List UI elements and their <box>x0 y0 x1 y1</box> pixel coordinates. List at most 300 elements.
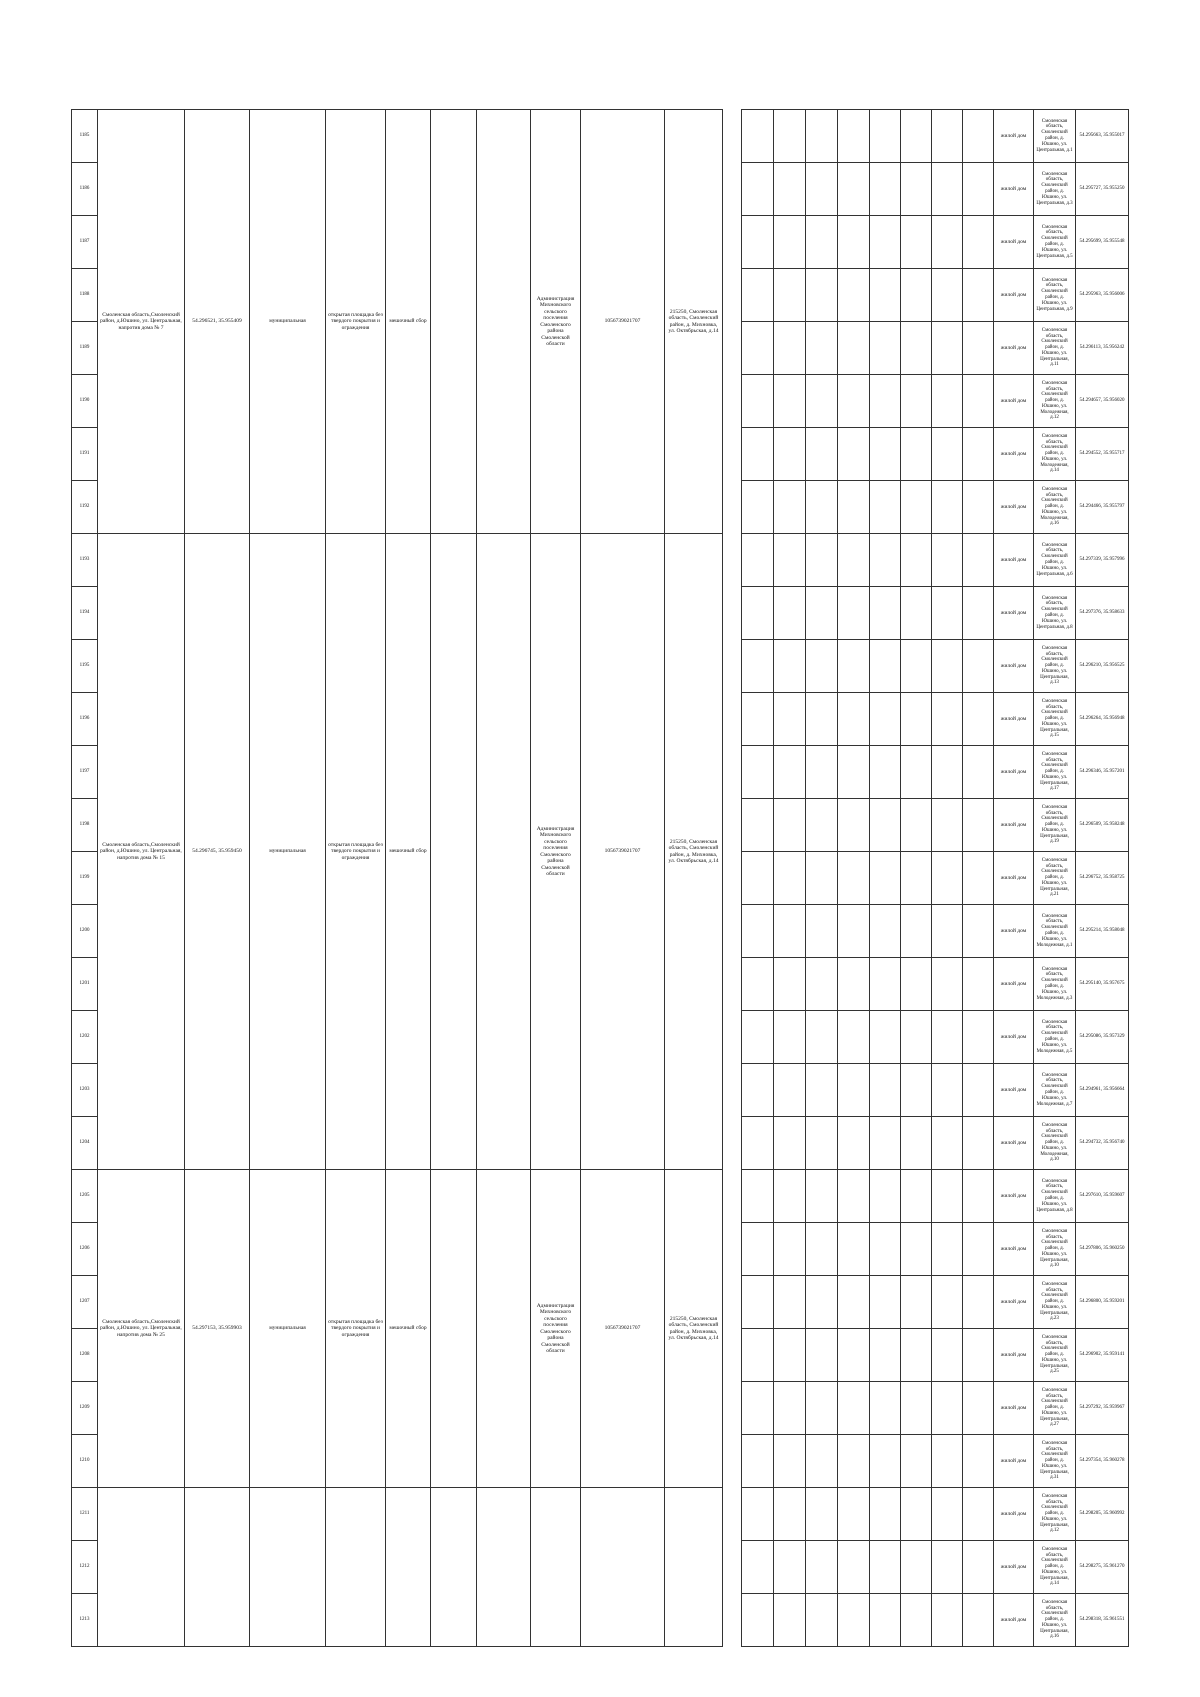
source-address: Смоленская область, Смоленский район, д. Юшино, ул. Центральная, д.17 <box>1034 746 1076 799</box>
empty-cell <box>838 693 870 746</box>
empty-cell <box>806 1435 838 1488</box>
source-coordinates: 54.295727, 35.955250 <box>1076 163 1129 216</box>
empty-cell <box>838 322 870 375</box>
empty-cell <box>963 1488 994 1541</box>
row-number: 1187 <box>72 216 98 269</box>
empty-cell <box>742 1594 774 1647</box>
row-number: 1197 <box>72 746 98 799</box>
group-site-type: муниципальная <box>250 1170 326 1488</box>
group-collection-type: мешочный сбор <box>386 110 431 534</box>
row-number: 1196 <box>72 693 98 746</box>
empty-cell <box>932 1064 963 1117</box>
source-address: Смоленская область, Смоленский район, д. Юшино, ул. Центральная, д.5 <box>1034 216 1076 269</box>
source-coordinates: 54.296264, 35.956948 <box>1076 693 1129 746</box>
empty-cell <box>932 375 963 428</box>
empty-cell <box>806 269 838 322</box>
row-number: 1191 <box>72 428 98 481</box>
empty-cell <box>901 587 932 640</box>
group-owner-address: 215250, Смоленская область, Смоленский район, д. Михновка, ул. Октябрьская, д.14 <box>665 534 723 1170</box>
empty-cell <box>932 1329 963 1382</box>
source-type: жилой дом <box>994 746 1034 799</box>
source-coordinates: 54.296752, 35.958725 <box>1076 852 1129 905</box>
empty-cell <box>774 1064 806 1117</box>
source-row <box>742 640 1129 693</box>
source-row <box>742 958 1129 1011</box>
source-coordinates: 54.297292, 35.959967 <box>1076 1382 1129 1435</box>
source-address: Смоленская область, Смоленский район, д. Юшино, ул. Центральная, д.15 <box>1034 693 1076 746</box>
source-type: жилой дом <box>994 1223 1034 1276</box>
empty-cell <box>806 1117 838 1170</box>
empty-cell <box>838 163 870 216</box>
source-address: Смоленская область, Смоленский район, д. Юшино, ул. Центральная, д.27 <box>1034 1382 1076 1435</box>
source-row <box>742 428 1129 481</box>
empty-cell <box>806 587 838 640</box>
empty-cell <box>806 110 838 163</box>
source-coordinates: 54.297610, 35.959607 <box>1076 1170 1129 1223</box>
empty-cell <box>963 852 994 905</box>
empty-cell <box>932 1276 963 1329</box>
empty-cell <box>742 1488 774 1541</box>
empty-cell <box>901 1064 932 1117</box>
empty-cell <box>870 1276 901 1329</box>
empty-cell <box>806 640 838 693</box>
empty-cell <box>901 322 932 375</box>
empty-cell <box>838 1541 870 1594</box>
source-address: Смоленская область, Смоленский район, д. Юшино, ул. Центральная, д.11 <box>1034 322 1076 375</box>
empty-cell <box>901 1117 932 1170</box>
row-number: 1203 <box>72 1064 98 1117</box>
empty-cell <box>806 799 838 852</box>
row-number: 1185 <box>72 110 98 163</box>
empty-cell <box>963 216 994 269</box>
empty-cell <box>963 693 994 746</box>
empty-cell <box>774 110 806 163</box>
empty-cell <box>774 958 806 1011</box>
empty-cell <box>838 587 870 640</box>
empty-cell <box>963 1117 994 1170</box>
empty-cell <box>870 746 901 799</box>
empty-cell <box>774 1541 806 1594</box>
empty-cell <box>806 322 838 375</box>
empty-cell <box>742 1541 774 1594</box>
source-row <box>742 1594 1129 1647</box>
empty-cell <box>806 1276 838 1329</box>
empty-cell <box>838 799 870 852</box>
source-address: Смоленская область, Смоленский район, д. Юшино, ул. Центральная, д.16 <box>1034 1594 1076 1647</box>
empty-cell <box>901 216 932 269</box>
source-address: Смоленская область, Смоленский район, д. Юшино, ул. Центральная, д.3 <box>1034 163 1076 216</box>
empty-cell <box>963 905 994 958</box>
source-type: жилой дом <box>994 534 1034 587</box>
empty-cell <box>477 534 531 1170</box>
empty-cell <box>963 958 994 1011</box>
source-type: жилой дом <box>994 1011 1034 1064</box>
empty-cell <box>774 481 806 534</box>
source-type: жилой дом <box>994 587 1034 640</box>
empty-cell <box>870 693 901 746</box>
empty-cell <box>932 799 963 852</box>
empty-cell <box>932 1488 963 1541</box>
empty-cell <box>774 1223 806 1276</box>
row-number: 1207 <box>72 1276 98 1329</box>
source-type: жилой дом <box>994 1435 1034 1488</box>
empty-cell <box>963 640 994 693</box>
empty-cell <box>742 587 774 640</box>
empty-cell <box>932 110 963 163</box>
source-type: жилой дом <box>994 640 1034 693</box>
empty-cell <box>806 746 838 799</box>
source-coordinates: 54.294657, 35.956020 <box>1076 375 1129 428</box>
row-number: 1198 <box>72 799 98 852</box>
group-location: Смоленская область,Смоленский район, д.Юшино, ул. Центральная, напротив дома № 25 <box>98 1170 185 1488</box>
source-row <box>742 1541 1129 1594</box>
source-row <box>742 1435 1129 1488</box>
empty-cell <box>963 1541 994 1594</box>
empty-cell <box>838 852 870 905</box>
source-type: жилой дом <box>994 269 1034 322</box>
source-coordinates: 54.294732, 35.956740 <box>1076 1117 1129 1170</box>
empty-cell <box>774 375 806 428</box>
source-address: Смоленская область, Смоленский район, д. Юшино, ул. Центральная, д.10 <box>1034 1223 1076 1276</box>
empty-cell <box>870 1329 901 1382</box>
empty-cell <box>774 428 806 481</box>
row-number: 1186 <box>72 163 98 216</box>
empty-cell <box>806 1011 838 1064</box>
empty-cell <box>838 1223 870 1276</box>
empty-cell <box>806 428 838 481</box>
source-row <box>742 587 1129 640</box>
source-type: жилой дом <box>994 428 1034 481</box>
empty-cell <box>932 1435 963 1488</box>
source-address: Смоленская область, Смоленский район, д. Юшино, ул. Центральная, д.13 <box>1034 640 1076 693</box>
source-address: Смоленская область, Смоленский район, д. Юшино, ул. Молодежная, д.3 <box>1034 958 1076 1011</box>
group-owner-address <box>665 1488 723 1647</box>
empty-cell <box>742 534 774 587</box>
group-owner: Администрация Михновского сельского поселения Смоленского района Смоленской области <box>531 110 581 534</box>
empty-cell <box>774 1011 806 1064</box>
empty-cell <box>742 1064 774 1117</box>
source-coordinates: 54.298318, 35.961551 <box>1076 1594 1129 1647</box>
container-sites-table <box>71 109 723 1647</box>
source-address: Смоленская область, Смоленский район, д. Юшино, ул. Молодежная, д.5 <box>1034 1011 1076 1064</box>
empty-cell <box>870 1170 901 1223</box>
empty-cell <box>901 1541 932 1594</box>
empty-cell <box>742 640 774 693</box>
source-address: Смоленская область, Смоленский район, д. Юшино, ул. Центральная, д.9 <box>1034 269 1076 322</box>
empty-cell <box>477 1488 531 1647</box>
empty-cell <box>806 1594 838 1647</box>
empty-cell <box>932 852 963 905</box>
empty-cell <box>774 587 806 640</box>
source-type: жилой дом <box>994 799 1034 852</box>
empty-cell <box>932 1382 963 1435</box>
empty-cell <box>963 1064 994 1117</box>
empty-cell <box>932 1594 963 1647</box>
row-number: 1202 <box>72 1011 98 1064</box>
empty-cell <box>932 1011 963 1064</box>
empty-cell <box>431 1170 477 1488</box>
empty-cell <box>963 1170 994 1223</box>
source-type: жилой дом <box>994 1488 1034 1541</box>
source-coordinates: 54.295214, 35.958048 <box>1076 905 1129 958</box>
group-owner: Администрация Михновского сельского поселения Смоленского района Смоленской области <box>531 1170 581 1488</box>
empty-cell <box>932 481 963 534</box>
source-row <box>742 1064 1129 1117</box>
empty-cell <box>742 693 774 746</box>
empty-cell <box>742 1117 774 1170</box>
empty-cell <box>774 746 806 799</box>
empty-cell <box>963 1594 994 1647</box>
source-coordinates: 54.295140, 35.957675 <box>1076 958 1129 1011</box>
empty-cell <box>806 1329 838 1382</box>
empty-cell <box>431 534 477 1170</box>
source-address: Смоленская область, Смоленский район, д. Юшино, ул. Центральная, д.1 <box>1034 110 1076 163</box>
empty-cell <box>932 534 963 587</box>
empty-cell <box>901 852 932 905</box>
empty-cell <box>901 1382 932 1435</box>
source-coordinates: 54.296210, 35.956525 <box>1076 640 1129 693</box>
empty-cell <box>901 640 932 693</box>
empty-cell <box>806 163 838 216</box>
row-number: 1204 <box>72 1117 98 1170</box>
source-coordinates: 54.298205, 35.960992 <box>1076 1488 1129 1541</box>
source-coordinates: 54.295963, 35.956006 <box>1076 269 1129 322</box>
source-row <box>742 1170 1129 1223</box>
group-coords <box>185 1488 250 1647</box>
source-type: жилой дом <box>994 852 1034 905</box>
empty-cell <box>838 1064 870 1117</box>
group-owner: Администрация Михновского сельского поселения Смоленского района Смоленской области <box>531 534 581 1170</box>
source-coordinates: 54.294552, 35.955717 <box>1076 428 1129 481</box>
empty-cell <box>806 852 838 905</box>
source-coordinates: 54.296113, 35.956242 <box>1076 322 1129 375</box>
source-row <box>742 746 1129 799</box>
empty-cell <box>774 1276 806 1329</box>
empty-cell <box>870 799 901 852</box>
row-number: 1189 <box>72 322 98 375</box>
waste-sources-table <box>741 109 1129 1647</box>
source-row <box>742 216 1129 269</box>
source-coordinates: 54.296902, 35.959141 <box>1076 1329 1129 1382</box>
group-owner-address: 215250, Смоленская область, Смоленский район, д. Михновка, ул. Октябрьская, д.14 <box>665 1170 723 1488</box>
group-site-type <box>250 1488 326 1647</box>
source-coordinates: 54.294961, 35.956664 <box>1076 1064 1129 1117</box>
empty-cell <box>901 1329 932 1382</box>
empty-cell <box>774 640 806 693</box>
empty-cell <box>838 216 870 269</box>
empty-cell <box>901 110 932 163</box>
source-coordinates: 54.297806, 35.960250 <box>1076 1223 1129 1276</box>
source-address: Смоленская область, Смоленский район, д. Юшино, ул. Центральная, д.14 <box>1034 1541 1076 1594</box>
empty-cell <box>870 1594 901 1647</box>
source-type: жилой дом <box>994 110 1034 163</box>
empty-cell <box>963 1011 994 1064</box>
empty-cell <box>870 852 901 905</box>
empty-cell <box>774 322 806 375</box>
source-address: Смоленская область, Смоленский район, д. Юшино, ул. Молодежная, д.14 <box>1034 428 1076 481</box>
empty-cell <box>963 1435 994 1488</box>
group-collection-type <box>386 1488 431 1647</box>
empty-cell <box>774 1435 806 1488</box>
empty-cell <box>742 269 774 322</box>
empty-cell <box>963 1223 994 1276</box>
empty-cell <box>870 1223 901 1276</box>
group-location <box>98 1488 185 1647</box>
empty-cell <box>806 905 838 958</box>
empty-cell <box>838 1329 870 1382</box>
empty-cell <box>806 958 838 1011</box>
source-coordinates: 54.296800, 35.959201 <box>1076 1276 1129 1329</box>
empty-cell <box>901 481 932 534</box>
empty-cell <box>774 1117 806 1170</box>
empty-cell <box>870 1382 901 1435</box>
source-row <box>742 163 1129 216</box>
empty-cell <box>774 1170 806 1223</box>
empty-cell <box>742 428 774 481</box>
empty-cell <box>870 216 901 269</box>
empty-cell <box>901 1488 932 1541</box>
empty-cell <box>838 1488 870 1541</box>
group-owner-address: 215250, Смоленская область, Смоленский район, д. Михновка, ул. Октябрьская, д.14 <box>665 110 723 534</box>
source-address: Смоленская область, Смоленский район, д. Юшино, ул. Молодежная, д.10 <box>1034 1117 1076 1170</box>
row-number: 1208 <box>72 1329 98 1382</box>
empty-cell <box>806 1541 838 1594</box>
empty-cell <box>838 1011 870 1064</box>
empty-cell <box>742 322 774 375</box>
empty-cell <box>742 852 774 905</box>
source-type: жилой дом <box>994 958 1034 1011</box>
table-row <box>72 110 723 163</box>
empty-cell <box>742 1011 774 1064</box>
empty-cell <box>901 1011 932 1064</box>
source-coordinates: 54.298275, 35.961270 <box>1076 1541 1129 1594</box>
source-address: Смоленская область, Смоленский район, д. Юшино, ул. Центральная, д.21 <box>1034 852 1076 905</box>
empty-cell <box>963 1329 994 1382</box>
empty-cell <box>806 1488 838 1541</box>
empty-cell <box>870 1488 901 1541</box>
empty-cell <box>774 1329 806 1382</box>
source-coordinates: 54.296509, 35.958248 <box>1076 799 1129 852</box>
empty-cell <box>901 693 932 746</box>
empty-cell <box>431 110 477 534</box>
source-type: жилой дом <box>994 1329 1034 1382</box>
empty-cell <box>806 1223 838 1276</box>
empty-cell <box>901 1594 932 1647</box>
source-row <box>742 1382 1129 1435</box>
empty-cell <box>774 905 806 958</box>
empty-cell <box>963 322 994 375</box>
group-ogrn: 1056739021707 <box>581 1170 665 1488</box>
empty-cell <box>806 1382 838 1435</box>
source-type: жилой дом <box>994 322 1034 375</box>
source-type: жилой дом <box>994 693 1034 746</box>
source-row <box>742 693 1129 746</box>
empty-cell <box>742 799 774 852</box>
empty-cell <box>742 481 774 534</box>
source-type: жилой дом <box>994 1117 1034 1170</box>
source-row <box>742 1223 1129 1276</box>
empty-cell <box>742 110 774 163</box>
source-address: Смоленская область, Смоленский район, д. Юшино, ул. Центральная, д.8 <box>1034 587 1076 640</box>
group-coords: 54.297153, 35.959903 <box>185 1170 250 1488</box>
empty-cell <box>774 693 806 746</box>
empty-cell <box>838 640 870 693</box>
empty-cell <box>774 163 806 216</box>
empty-cell <box>742 1382 774 1435</box>
row-number: 1209 <box>72 1382 98 1435</box>
empty-cell <box>901 428 932 481</box>
empty-cell <box>870 1435 901 1488</box>
empty-cell <box>774 1594 806 1647</box>
source-address: Смоленская область, Смоленский район, д. Юшино, ул. Молодежная, д.12 <box>1034 375 1076 428</box>
empty-cell <box>742 1329 774 1382</box>
empty-cell <box>774 1382 806 1435</box>
empty-cell <box>932 163 963 216</box>
empty-cell <box>742 1276 774 1329</box>
empty-cell <box>870 905 901 958</box>
empty-cell <box>806 534 838 587</box>
source-coordinates: 54.295086, 35.957329 <box>1076 1011 1129 1064</box>
empty-cell <box>870 640 901 693</box>
source-row <box>742 1011 1129 1064</box>
empty-cell <box>838 428 870 481</box>
row-number: 1193 <box>72 534 98 587</box>
empty-cell <box>806 693 838 746</box>
row-number: 1188 <box>72 269 98 322</box>
source-type: жилой дом <box>994 905 1034 958</box>
empty-cell <box>838 110 870 163</box>
row-number: 1190 <box>72 375 98 428</box>
source-coordinates: 54.297376, 35.958633 <box>1076 587 1129 640</box>
row-number: 1199 <box>72 852 98 905</box>
empty-cell <box>838 1170 870 1223</box>
source-row <box>742 1117 1129 1170</box>
empty-cell <box>838 1382 870 1435</box>
row-number: 1206 <box>72 1223 98 1276</box>
empty-cell <box>742 905 774 958</box>
source-row <box>742 905 1129 958</box>
row-number: 1201 <box>72 958 98 1011</box>
empty-cell <box>742 958 774 1011</box>
empty-cell <box>870 1011 901 1064</box>
empty-cell <box>838 1435 870 1488</box>
source-type: жилой дом <box>994 1170 1034 1223</box>
source-address: Смоленская область, Смоленский район, д. Юшино, ул. Центральная, д.31 <box>1034 1435 1076 1488</box>
group-collection-type: мешочный сбор <box>386 534 431 1170</box>
source-type: жилой дом <box>994 216 1034 269</box>
source-type: жилой дом <box>994 1382 1034 1435</box>
empty-cell <box>870 322 901 375</box>
group-site-type: муниципальная <box>250 534 326 1170</box>
empty-cell <box>742 746 774 799</box>
empty-cell <box>742 1170 774 1223</box>
empty-cell <box>838 958 870 1011</box>
source-type: жилой дом <box>994 1594 1034 1647</box>
row-number: 1211 <box>72 1488 98 1541</box>
source-type: жилой дом <box>994 1064 1034 1117</box>
source-coordinates: 54.295663, 35.955017 <box>1076 110 1129 163</box>
empty-cell <box>870 428 901 481</box>
row-number: 1210 <box>72 1435 98 1488</box>
group-ogrn: 1056739021707 <box>581 110 665 534</box>
group-ogrn <box>581 1488 665 1647</box>
source-coordinates: 54.297354, 35.960278 <box>1076 1435 1129 1488</box>
group-location: Смоленская область,Смоленский район, д.Юшино, ул. Центральная, напротив дома № 15 <box>98 534 185 1170</box>
empty-cell <box>838 534 870 587</box>
group-site-type: муниципальная <box>250 110 326 534</box>
source-row <box>742 852 1129 905</box>
empty-cell <box>742 163 774 216</box>
